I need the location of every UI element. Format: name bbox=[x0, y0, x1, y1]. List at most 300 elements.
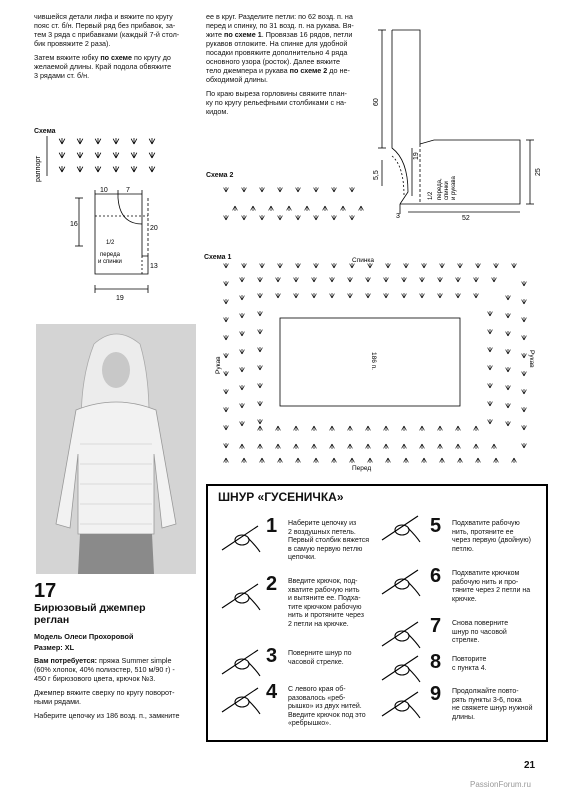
stitch-symbol bbox=[289, 206, 291, 210]
raglan-label-3: и рукава bbox=[451, 176, 457, 200]
stitch-symbol bbox=[149, 167, 152, 172]
stitch-symbol bbox=[226, 372, 228, 376]
stitch-symbol bbox=[352, 216, 354, 220]
stitch-symbol bbox=[224, 354, 226, 358]
raglan-pattern-drawing bbox=[366, 20, 556, 220]
stitch-symbol bbox=[332, 188, 334, 192]
woman-sweater-image bbox=[36, 324, 196, 574]
stitch-symbol bbox=[224, 444, 226, 448]
stitch-symbol bbox=[98, 153, 101, 158]
stitch-symbol bbox=[494, 444, 496, 448]
skirt-right: 20 bbox=[150, 225, 158, 232]
skirt-top-1: 10 bbox=[100, 187, 108, 194]
schema2-diagram bbox=[218, 182, 368, 226]
stitch-symbol bbox=[404, 264, 406, 268]
stitch-symbol bbox=[420, 278, 422, 282]
stitch-symbol bbox=[404, 294, 406, 298]
stitch-symbol bbox=[258, 312, 260, 316]
cord-step-illustration bbox=[378, 564, 422, 603]
stitch-symbol bbox=[152, 153, 155, 158]
stitch-symbol bbox=[294, 278, 296, 282]
stitch-symbol bbox=[224, 318, 226, 322]
stitch-symbol bbox=[233, 206, 235, 210]
stitch-symbol bbox=[149, 153, 152, 158]
stitch-symbol bbox=[524, 372, 526, 376]
stitch-symbol bbox=[330, 278, 332, 282]
cord-step-illustration bbox=[378, 510, 422, 549]
stitch-symbol bbox=[494, 264, 496, 268]
stitch-symbol bbox=[226, 444, 228, 448]
stitch-symbol bbox=[490, 420, 492, 424]
stitch-symbol bbox=[456, 278, 458, 282]
stitch-symbol bbox=[350, 426, 352, 430]
stitch-symbol bbox=[490, 312, 492, 316]
stitch-symbol bbox=[370, 458, 372, 462]
schema1-sleeve-right: Рукав bbox=[528, 350, 535, 368]
stitch-symbol bbox=[476, 426, 478, 430]
stitch-symbol bbox=[258, 278, 260, 282]
stitch-symbol bbox=[134, 153, 137, 158]
stitch-symbol bbox=[458, 264, 460, 268]
stitch-symbol bbox=[260, 444, 262, 448]
raglan-19: 19 bbox=[413, 152, 420, 160]
stitch-symbol bbox=[260, 264, 262, 268]
stitch-symbol bbox=[420, 294, 422, 298]
stitch-symbol bbox=[522, 336, 524, 340]
stitch-symbol bbox=[422, 294, 424, 298]
cord-step-number: 5 bbox=[430, 515, 442, 537]
stitch-symbol bbox=[262, 458, 264, 462]
stitch-symbol bbox=[522, 390, 524, 394]
stitch-symbol bbox=[488, 402, 490, 406]
stitch-symbol bbox=[359, 206, 361, 210]
model-author: Модель Олеси Прохоровой bbox=[34, 632, 134, 641]
stitch-symbol bbox=[524, 318, 526, 322]
stitch-symbol bbox=[350, 278, 352, 282]
stitch-symbol bbox=[258, 384, 260, 388]
stitch-symbol bbox=[260, 188, 262, 192]
stitch-symbol bbox=[276, 294, 278, 298]
stitch-symbol bbox=[226, 216, 228, 220]
stitch-symbol bbox=[522, 300, 524, 304]
stitch-symbol bbox=[440, 426, 442, 430]
stitch-symbol bbox=[402, 294, 404, 298]
stitch-symbol bbox=[440, 278, 442, 282]
stitch-symbol bbox=[512, 264, 514, 268]
cord-step-text: Продолжайте повто- рять пункты 3-6, пока не свяжете шнур нужной длины. bbox=[452, 688, 533, 721]
stitch-symbol bbox=[116, 139, 119, 144]
model-photo bbox=[36, 324, 196, 574]
stitch-symbol bbox=[226, 390, 228, 394]
skirt-left: 16 bbox=[70, 221, 78, 228]
stitch-symbol bbox=[334, 458, 336, 462]
stitch-symbol bbox=[508, 314, 510, 318]
stitch-symbol bbox=[442, 264, 444, 268]
stitch-symbol bbox=[422, 426, 424, 430]
cord-step-number: 9 bbox=[430, 683, 442, 705]
stitch-symbol bbox=[294, 444, 296, 448]
stitch-symbol bbox=[424, 458, 426, 462]
stitch-symbol bbox=[298, 216, 300, 220]
stitch-symbol bbox=[296, 458, 298, 462]
stitch-symbol bbox=[512, 458, 514, 462]
schema-small-diagram bbox=[34, 130, 204, 182]
stitch-symbol bbox=[316, 458, 318, 462]
stitch-symbol bbox=[298, 188, 300, 192]
stitch-symbol bbox=[348, 426, 350, 430]
stitch-symbol bbox=[490, 330, 492, 334]
stitch-symbol bbox=[506, 296, 508, 300]
stitch-symbol bbox=[314, 188, 316, 192]
stitch-symbol bbox=[334, 264, 336, 268]
cord-step-illustration bbox=[378, 650, 422, 689]
stitch-symbol bbox=[404, 444, 406, 448]
stitch-symbol bbox=[296, 264, 298, 268]
stitch-symbol bbox=[508, 350, 510, 354]
raglan-frac: 1/2 bbox=[428, 191, 434, 200]
stitch-symbol bbox=[352, 458, 354, 462]
stitch-symbol bbox=[242, 216, 244, 220]
stitch-symbol bbox=[352, 264, 354, 268]
stitch-symbol bbox=[258, 348, 260, 352]
stitch-symbol bbox=[224, 188, 226, 192]
stitch-symbol bbox=[478, 458, 480, 462]
stitch-symbol bbox=[276, 278, 278, 282]
stitch-symbol bbox=[59, 167, 62, 172]
stitch-symbol bbox=[62, 153, 65, 158]
stitch-symbol bbox=[242, 278, 244, 282]
stitch-symbol bbox=[323, 206, 325, 210]
stitch-symbol bbox=[438, 444, 440, 448]
stitch-symbol bbox=[492, 278, 494, 282]
stitch-symbol bbox=[332, 216, 334, 220]
stitch-symbol bbox=[514, 264, 516, 268]
cord-step-text: Повторите с пункта 4. bbox=[452, 656, 487, 672]
stitch-symbol bbox=[134, 139, 137, 144]
stitch-symbol bbox=[226, 426, 228, 430]
stitch-symbol bbox=[278, 278, 280, 282]
stitch-symbol bbox=[476, 458, 478, 462]
stitch-symbol bbox=[258, 444, 260, 448]
stitch-symbol bbox=[478, 264, 480, 268]
stitch-symbol bbox=[260, 330, 262, 334]
stitch-symbol bbox=[458, 444, 460, 448]
stitch-symbol bbox=[276, 426, 278, 430]
stitch-symbol bbox=[269, 206, 271, 210]
stitch-symbol bbox=[406, 458, 408, 462]
stitch-symbol bbox=[508, 368, 510, 372]
stitch-symbol bbox=[224, 408, 226, 412]
stitch-symbol bbox=[488, 330, 490, 334]
schema1-diagram bbox=[206, 252, 546, 474]
stitch-symbol bbox=[490, 384, 492, 388]
stitch-symbol bbox=[496, 264, 498, 268]
stitch-symbol bbox=[488, 384, 490, 388]
stitch-symbol bbox=[312, 426, 314, 430]
schema1-sleeve-left: Рукав bbox=[215, 356, 222, 374]
stitch-symbol bbox=[280, 216, 282, 220]
stitch-symbol bbox=[80, 139, 83, 144]
stitch-symbol bbox=[476, 294, 478, 298]
stitch-symbol bbox=[260, 402, 262, 406]
stitch-symbol bbox=[276, 444, 278, 448]
stitch-symbol bbox=[388, 264, 390, 268]
stitch-symbol bbox=[296, 216, 298, 220]
stitch-symbol bbox=[386, 278, 388, 282]
stitch-symbol bbox=[242, 386, 244, 390]
stitch-symbol bbox=[98, 139, 101, 144]
stitch-symbol bbox=[258, 330, 260, 334]
stitch-symbol bbox=[77, 139, 80, 144]
stitch-symbol bbox=[314, 426, 316, 430]
model-materials: Вам потребуется: пряжа Summer simple (60% хлопок, 40% полиэстер, 510 м/90 г) - 450 г бирюзового цвета, крючок №3. Джемпер вяжите сверху по кругу поворот- ными рядами. Наберите цепочку из 186 возд. п., замкните bbox=[34, 656, 180, 720]
stitch-symbol bbox=[438, 426, 440, 430]
paragraph-belt: чившейся детали лифа и вяжите по кругу пояс ст. б/н. Первый ряд без прибавок, за- тем 3 ряда с прибавками (каждый 7-й стол- бик провяжите 2 раза). bbox=[34, 12, 180, 48]
stitch-symbol bbox=[386, 444, 388, 448]
cord-title: ШНУР «ГУСЕНИЧКА» bbox=[218, 490, 344, 504]
stitch-symbol bbox=[260, 216, 262, 220]
stitch-symbol bbox=[366, 278, 368, 282]
stitch-symbol bbox=[522, 354, 524, 358]
stitch-symbol bbox=[278, 216, 280, 220]
intro-text-col2 bbox=[206, 12, 372, 121]
stitch-symbol bbox=[314, 458, 316, 462]
stitch-symbol bbox=[506, 422, 508, 426]
stitch-symbol bbox=[366, 294, 368, 298]
stitch-symbol bbox=[348, 294, 350, 298]
stitch-symbol bbox=[312, 294, 314, 298]
stitch-symbol bbox=[404, 278, 406, 282]
stitch-symbol bbox=[474, 294, 476, 298]
raglan-60: 60 bbox=[373, 98, 380, 106]
model-title: Бирюзовый джемпер реглан bbox=[34, 602, 146, 626]
stitch-symbol bbox=[458, 458, 460, 462]
stitch-symbol bbox=[59, 139, 62, 144]
stitch-symbol bbox=[476, 264, 478, 268]
stitch-symbol bbox=[113, 139, 116, 144]
stitch-symbol bbox=[280, 188, 282, 192]
cord-step-illustration bbox=[378, 686, 422, 725]
stitch-symbol bbox=[226, 354, 228, 358]
stitch-symbol bbox=[386, 458, 388, 462]
stitch-symbol bbox=[235, 206, 237, 210]
stitch-symbol bbox=[506, 404, 508, 408]
stitch-symbol bbox=[422, 264, 424, 268]
cord-step-number: 3 bbox=[266, 645, 278, 667]
stitch-symbol bbox=[240, 444, 242, 448]
stitch-symbol bbox=[149, 139, 152, 144]
stitch-symbol bbox=[240, 386, 242, 390]
stitch-symbol bbox=[506, 368, 508, 372]
stitch-symbol bbox=[77, 153, 80, 158]
stitch-symbol bbox=[226, 282, 228, 286]
stitch-symbol bbox=[278, 264, 280, 268]
stitch-symbol bbox=[314, 278, 316, 282]
stitch-symbol bbox=[352, 188, 354, 192]
stitch-symbol bbox=[490, 348, 492, 352]
stitch-symbol bbox=[240, 314, 242, 318]
stitch-symbol bbox=[59, 153, 62, 158]
stitch-symbol bbox=[524, 426, 526, 430]
stitch-symbol bbox=[350, 458, 352, 462]
stitch-symbol bbox=[80, 167, 83, 172]
intro-text-col1 bbox=[34, 12, 202, 85]
stitch-symbol bbox=[524, 408, 526, 412]
stitch-symbol bbox=[366, 444, 368, 448]
stitch-symbol bbox=[314, 264, 316, 268]
stitch-symbol bbox=[314, 294, 316, 298]
stitch-symbol bbox=[260, 384, 262, 388]
skirt-frac: 1/2 bbox=[106, 240, 115, 246]
stitch-symbol bbox=[508, 332, 510, 336]
stitch-symbol bbox=[242, 368, 244, 372]
stitch-symbol bbox=[438, 278, 440, 282]
stitch-symbol bbox=[305, 206, 307, 210]
stitch-symbol bbox=[422, 444, 424, 448]
stitch-symbol bbox=[332, 264, 334, 268]
stitch-symbol bbox=[488, 420, 490, 424]
schema-small-title: Схема bbox=[34, 128, 56, 135]
stitch-symbol bbox=[242, 350, 244, 354]
stitch-symbol bbox=[524, 282, 526, 286]
stitch-symbol bbox=[524, 336, 526, 340]
stitch-symbol bbox=[506, 332, 508, 336]
stitch-symbol bbox=[506, 350, 508, 354]
stitch-symbol bbox=[325, 206, 327, 210]
stitch-symbol bbox=[494, 278, 496, 282]
stitch-symbol bbox=[424, 264, 426, 268]
stitch-symbol bbox=[384, 426, 386, 430]
stitch-symbol bbox=[330, 444, 332, 448]
stitch-symbol bbox=[260, 426, 262, 430]
stitch-symbol bbox=[258, 294, 260, 298]
stitch-symbol bbox=[226, 458, 228, 462]
stitch-symbol bbox=[386, 294, 388, 298]
stitch-symbol bbox=[514, 458, 516, 462]
stitch-symbol bbox=[242, 444, 244, 448]
stitch-symbol bbox=[402, 278, 404, 282]
stitch-symbol bbox=[242, 458, 244, 462]
stitch-symbol bbox=[260, 294, 262, 298]
cord-step-number: 1 bbox=[266, 515, 278, 537]
stitch-symbol bbox=[368, 294, 370, 298]
cord-step-illustration bbox=[218, 520, 262, 559]
stitch-symbol bbox=[77, 167, 80, 172]
raglan-5-5: 5,5 bbox=[373, 170, 380, 180]
stitch-symbol bbox=[240, 296, 242, 300]
watermark: PassionForum.ru bbox=[470, 780, 531, 789]
stitch-symbol bbox=[456, 426, 458, 430]
schema1-front: Перед bbox=[352, 465, 372, 472]
stitch-symbol bbox=[438, 294, 440, 298]
stitch-symbol bbox=[296, 426, 298, 430]
stitch-symbol bbox=[296, 294, 298, 298]
stitch-symbol bbox=[258, 366, 260, 370]
stitch-symbol bbox=[334, 216, 336, 220]
stitch-symbol bbox=[62, 167, 65, 172]
stitch-symbol bbox=[258, 426, 260, 430]
stitch-symbol bbox=[508, 422, 510, 426]
stitch-symbol bbox=[296, 444, 298, 448]
stitch-symbol bbox=[506, 314, 508, 318]
stitch-symbol bbox=[330, 426, 332, 430]
stitch-symbol bbox=[440, 294, 442, 298]
stitch-symbol bbox=[224, 336, 226, 340]
schema1-title: Схема 1 bbox=[204, 254, 232, 261]
stitch-symbol bbox=[260, 278, 262, 282]
stitch-symbol bbox=[368, 444, 370, 448]
stitch-symbol bbox=[260, 420, 262, 424]
stitch-symbol bbox=[420, 444, 422, 448]
stitch-symbol bbox=[508, 296, 510, 300]
stitch-symbol bbox=[332, 458, 334, 462]
stitch-symbol bbox=[522, 318, 524, 322]
stitch-symbol bbox=[332, 294, 334, 298]
stitch-symbol bbox=[524, 354, 526, 358]
stitch-symbol bbox=[366, 426, 368, 430]
skirt-pattern-drawing bbox=[62, 186, 172, 304]
stitch-symbol bbox=[278, 444, 280, 448]
stitch-symbol bbox=[224, 264, 226, 268]
stitch-symbol bbox=[384, 444, 386, 448]
stitch-symbol bbox=[440, 458, 442, 462]
skirt-right-2: 13 bbox=[150, 263, 158, 270]
stitch-symbol bbox=[460, 458, 462, 462]
stitch-symbol bbox=[95, 139, 98, 144]
stitch-symbol bbox=[522, 444, 524, 448]
stitch-symbol bbox=[488, 366, 490, 370]
stitch-symbol bbox=[258, 420, 260, 424]
stitch-symbol bbox=[113, 167, 116, 172]
stitch-symbol bbox=[224, 458, 226, 462]
stitch-symbol bbox=[244, 264, 246, 268]
stitch-symbol bbox=[242, 332, 244, 336]
stitch-symbol bbox=[456, 294, 458, 298]
stitch-symbol bbox=[440, 264, 442, 268]
stitch-symbol bbox=[420, 426, 422, 430]
schema2-title: Схема 2 bbox=[206, 172, 234, 179]
stitch-symbol bbox=[262, 216, 264, 220]
stitch-symbol bbox=[488, 348, 490, 352]
stitch-symbol bbox=[258, 402, 260, 406]
cord-step-text: Введите крючок, под- хватите рабочую нить и вытяните ее. Подха- тите крючком рабочую нить и протяните через 2 петли на крючке. bbox=[288, 578, 364, 628]
stitch-symbol bbox=[343, 206, 345, 210]
stitch-symbol bbox=[422, 458, 424, 462]
stitch-symbol bbox=[330, 294, 332, 298]
stitch-symbol bbox=[404, 426, 406, 430]
stitch-symbol bbox=[240, 368, 242, 372]
stitch-symbol bbox=[368, 264, 370, 268]
stitch-symbol bbox=[226, 264, 228, 268]
stitch-symbol bbox=[402, 426, 404, 430]
stitch-symbol bbox=[280, 264, 282, 268]
stitch-symbol bbox=[131, 139, 134, 144]
stitch-symbol bbox=[524, 444, 526, 448]
stitch-symbol bbox=[62, 139, 65, 144]
schema1-back: Спинка bbox=[352, 257, 375, 264]
stitch-symbol bbox=[242, 264, 244, 268]
skirt-label-1: переда bbox=[100, 252, 120, 258]
cord-step-text: Наберите цепочку из 2 воздушных петель. Первый столбик вяжется в самую первую петлю цепочки. bbox=[288, 520, 369, 561]
stitch-symbol bbox=[508, 404, 510, 408]
stitch-symbol bbox=[474, 278, 476, 282]
stitch-symbol bbox=[316, 188, 318, 192]
page-number: 21 bbox=[524, 760, 536, 771]
model-size: Размер: XL bbox=[34, 643, 75, 652]
stitch-symbol bbox=[316, 216, 318, 220]
stitch-symbol bbox=[368, 426, 370, 430]
cord-step-text: С левого края об- разовалось «реб- рышко» из двух нитей. Введите крючок под это «ребрышко». bbox=[288, 686, 366, 727]
